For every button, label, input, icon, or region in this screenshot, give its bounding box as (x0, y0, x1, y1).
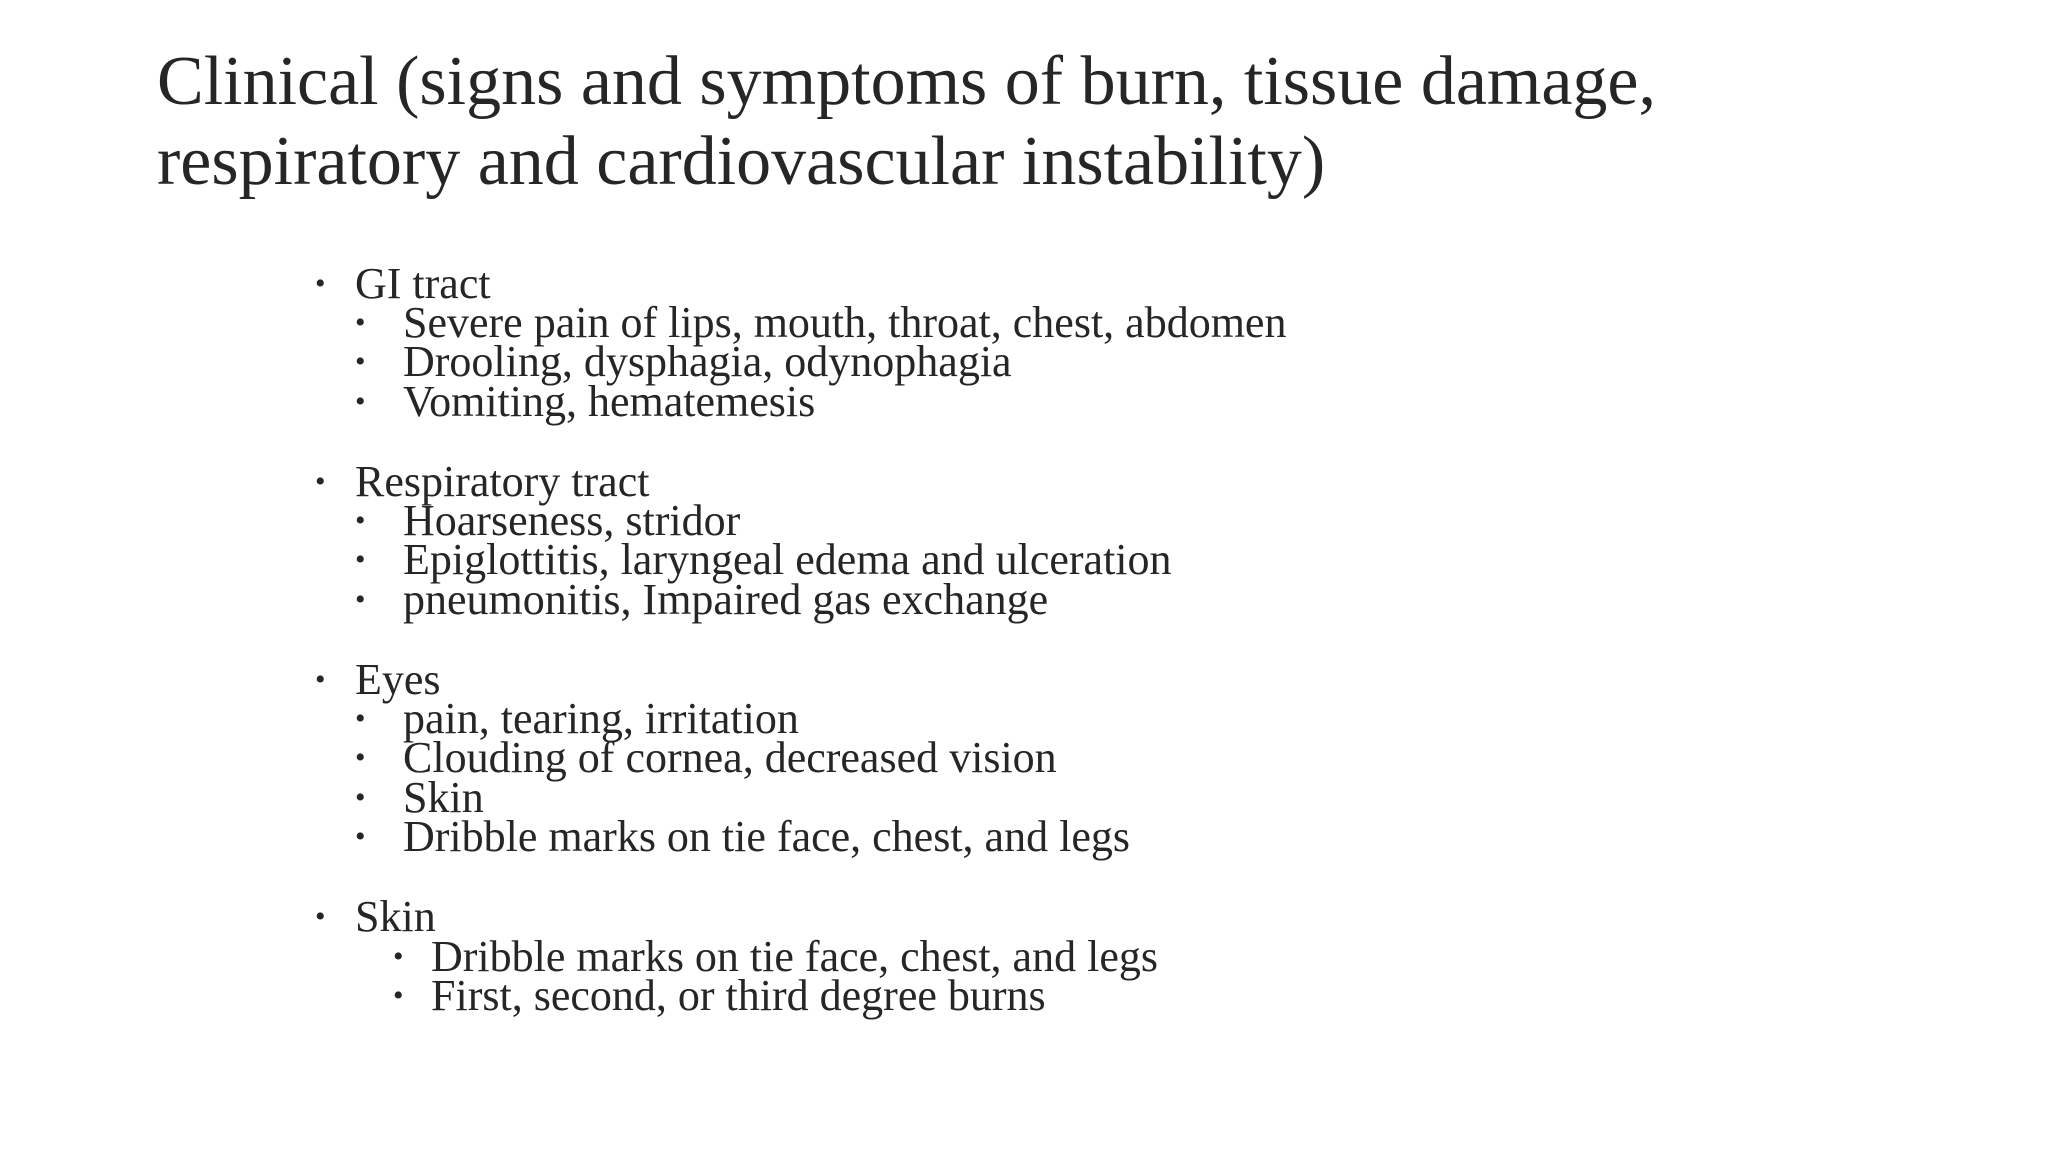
list-item: Clouding of cornea, decreased vision (403, 733, 1057, 782)
section-heading-skin: Skin (355, 892, 436, 941)
bullet-icon: • (355, 820, 366, 853)
list-item: First, second, or third degree burns (431, 971, 1046, 1020)
section-heading-respiratory-tract: Respiratory tract (355, 457, 650, 506)
section-heading-eyes: Eyes (355, 655, 441, 704)
list-item: Drooling, dysphagia, odynophagia (403, 337, 1012, 386)
bullet-icon: • (315, 900, 326, 933)
bullet-icon: • (355, 702, 366, 735)
bullet-icon: • (315, 663, 326, 696)
bullet-icon: • (355, 345, 366, 378)
list-item: Vomiting, hematemesis (403, 377, 816, 426)
list-item: Skin (403, 773, 484, 822)
bullet-icon: • (355, 741, 366, 774)
bullet-icon: • (355, 583, 366, 616)
list-item: Epiglottitis, laryngeal edema and ulceration (403, 535, 1172, 584)
bullet-icon: • (355, 543, 366, 576)
bullet-icon: • (393, 979, 404, 1012)
bullet-icon: • (355, 306, 366, 339)
list-item: Severe pain of lips, mouth, throat, chest, abdomen (403, 298, 1287, 347)
section-heading-gi-tract: GI tract (355, 259, 491, 308)
slide-title-line-1: Clinical (signs and symptoms of burn, tissue damage, (157, 43, 1656, 120)
bullet-icon: • (355, 385, 366, 418)
slide-title-line-2: respiratory and cardiovascular instability) (157, 123, 1326, 200)
list-item: pneumonitis, Impaired gas exchange (403, 575, 1049, 624)
list-item: pain, tearing, irritation (403, 694, 799, 743)
bullet-icon: • (315, 465, 326, 498)
list-item: Dribble marks on tie face, chest, and legs (431, 932, 1158, 981)
bullet-icon: • (393, 940, 404, 973)
bullet-icon: • (315, 267, 326, 300)
bullet-icon: • (355, 504, 366, 537)
list-item: Dribble marks on tie face, chest, and legs (403, 812, 1130, 861)
bullet-icon: • (355, 781, 366, 814)
list-item: Hoarseness, stridor (403, 496, 741, 545)
